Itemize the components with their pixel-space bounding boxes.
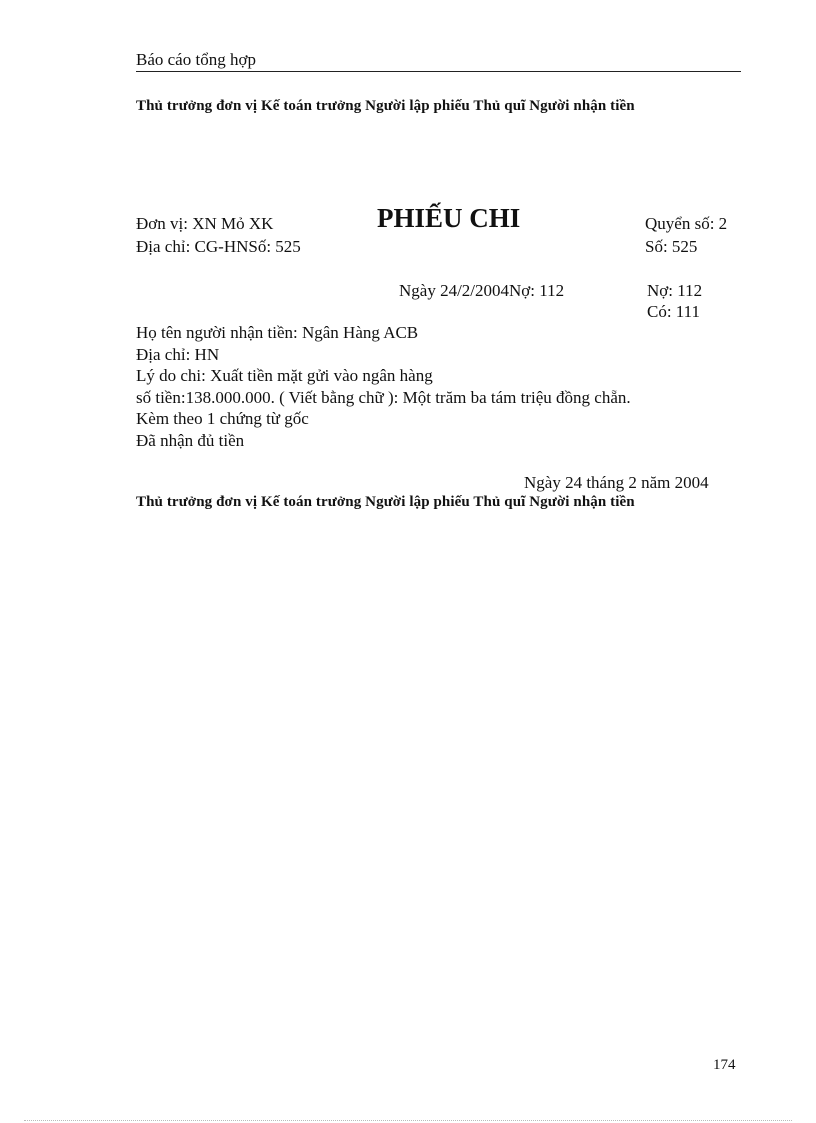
credit-account: Có: 111 xyxy=(647,302,701,321)
payment-amount: số tiền:138.000.000. ( Viết bằng chữ ): Một trăm ba tám triệu đồng chẵn. xyxy=(136,388,631,407)
unit-line: Đơn vị: XN Mỏ XK xyxy=(136,214,274,233)
recipient-name: Họ tên người nhận tiền: Ngân Hàng ACB xyxy=(136,323,419,342)
date-debit-line: Ngày 24/2/2004Nợ: 112 xyxy=(399,281,565,300)
book-number: Quyển số: 2 xyxy=(645,214,728,233)
recipient-address: Địa chỉ: HN xyxy=(136,345,220,364)
page-edge-divider xyxy=(24,1120,792,1121)
signature-roles-bottom: Thủ trưởng đơn vị Kế toán trưởng Người lập phiếu Thủ quĩ Người nhận tiền xyxy=(136,494,635,510)
received-note: Đã nhận đủ tiền xyxy=(136,431,245,450)
serial-number: Số: 525 xyxy=(645,237,698,256)
header-rule xyxy=(136,71,741,72)
signing-date: Ngày 24 tháng 2 năm 2004 xyxy=(524,473,709,492)
signature-roles-top: Thủ trưởng đơn vị Kế toán trưởng Người lập phiếu Thủ quĩ Người nhận tiền xyxy=(136,98,635,114)
page-number: 174 xyxy=(713,1057,736,1073)
address-line: Địa chỉ: CG-HNSố: 525 xyxy=(136,237,301,256)
voucher-title: PHIẾU CHI xyxy=(377,203,521,233)
attachments: Kèm theo 1 chứng từ gốc xyxy=(136,409,309,428)
debit-account: Nợ: 112 xyxy=(647,281,703,300)
page-header-title: Báo cáo tổng hợp xyxy=(136,50,256,69)
payment-reason: Lý do chi: Xuất tiền mặt gửi vào ngân hàng xyxy=(136,366,433,385)
